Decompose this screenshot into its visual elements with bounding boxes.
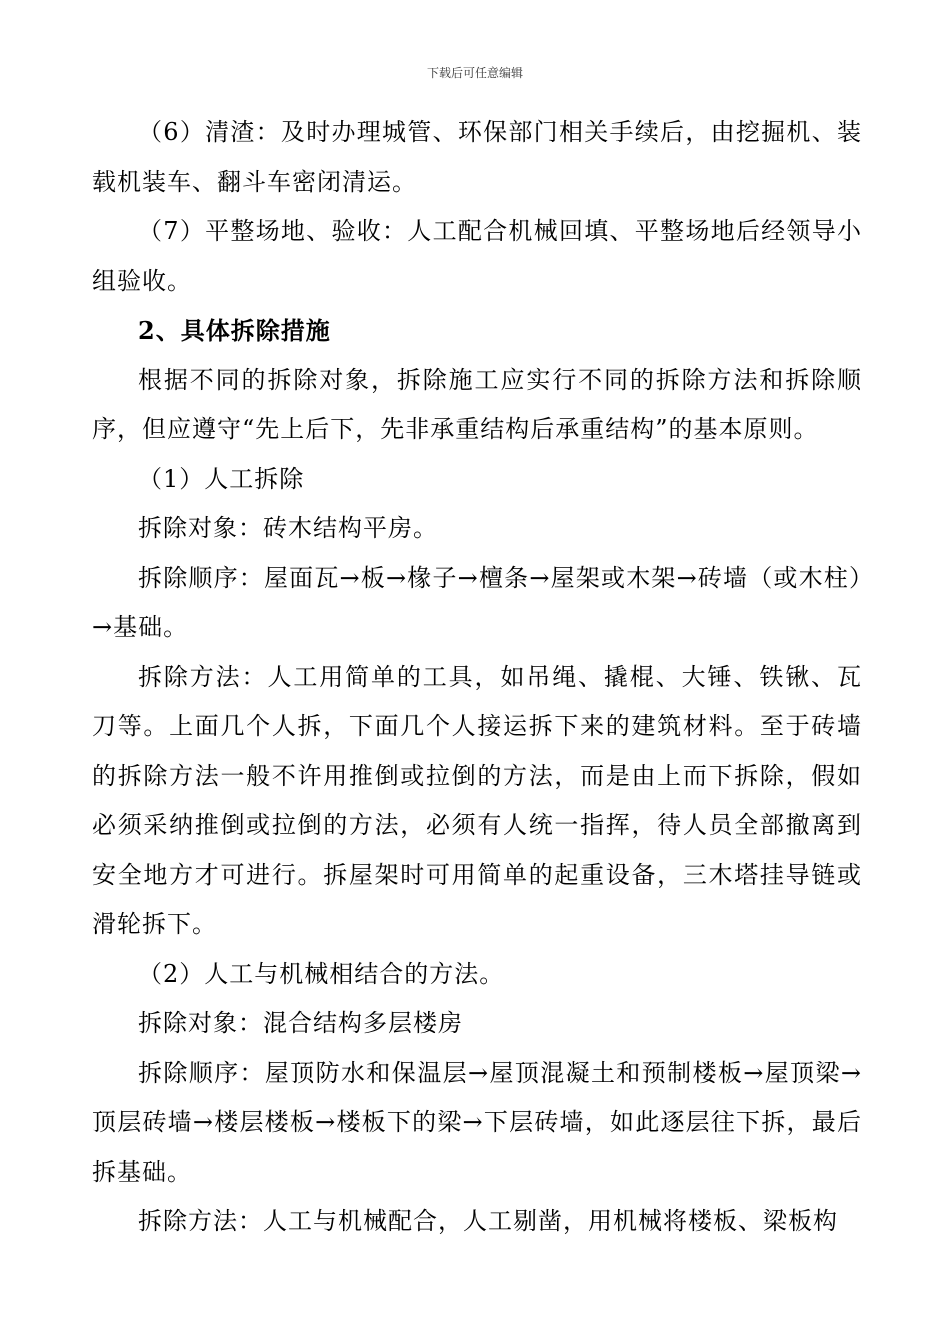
paragraph-principles: 根据不同的拆除对象，拆除施工应实行不同的拆除方法和拆除顺序，但应遵守“先上后下，先非承重结构后承重结构”的基本原则。: [92, 365, 862, 443]
paragraph-manual-sequence: 拆除顺序：屋面瓦→板→椽子→檀条→屋架或木架→砖墙（或木柱）→基础。: [92, 563, 862, 641]
document-body: [92, 108, 862, 1247]
section-heading: 2、具体拆除措施: [138, 316, 331, 345]
paragraph-manual-method: 拆除方法：人工用简单的工具，如吊绳、撬棍、大锤、铁锹、瓦刀等。上面几个人拆，下面几个人接运拆下来的建筑材料。至于砖墙的拆除方法一般不许用推倒或拉倒的方法，而是由上而下拆除，假如必须采纳推倒或拉倒的方法，必须有人统一指挥，待人员全部撤离到安全地方才可进行。拆屋架时可用简单的起重设备，三木塔挂导链或滑轮拆下。: [92, 662, 862, 938]
subheading-combined-method: （2）人工与机械相结合的方法。: [138, 959, 505, 988]
paragraph-manual-object: 拆除对象：砖木结构平房。: [138, 514, 438, 542]
paragraph-site-leveling: （7）平整场地、验收：人工配合机械回填、平整场地后经领导小组验收。: [92, 217, 862, 295]
paragraph-cleanup: （6）清渣：及时办理城管、环保部门相关手续后，由挖掘机、装载机装车、翻斗车密闭清运。: [92, 118, 862, 196]
paragraph-combined-method: 拆除方法：人工与机械配合，人工剔凿，用机械将楼板、梁板构: [138, 1207, 838, 1235]
paragraph-combined-object: 拆除对象：混合结构多层楼房: [138, 1009, 463, 1037]
page-header: 下载后可任意编辑: [426, 66, 523, 80]
paragraph-combined-sequence: 拆除顺序：屋顶防水和保温层→屋顶混凝土和预制楼板→屋顶梁→顶层砖墙→楼层楼板→楼板下的梁→下层砖墙，如此逐层往下拆，最后拆基础。: [92, 1058, 862, 1186]
subheading-manual-demolition: （1）人工拆除: [138, 464, 305, 493]
